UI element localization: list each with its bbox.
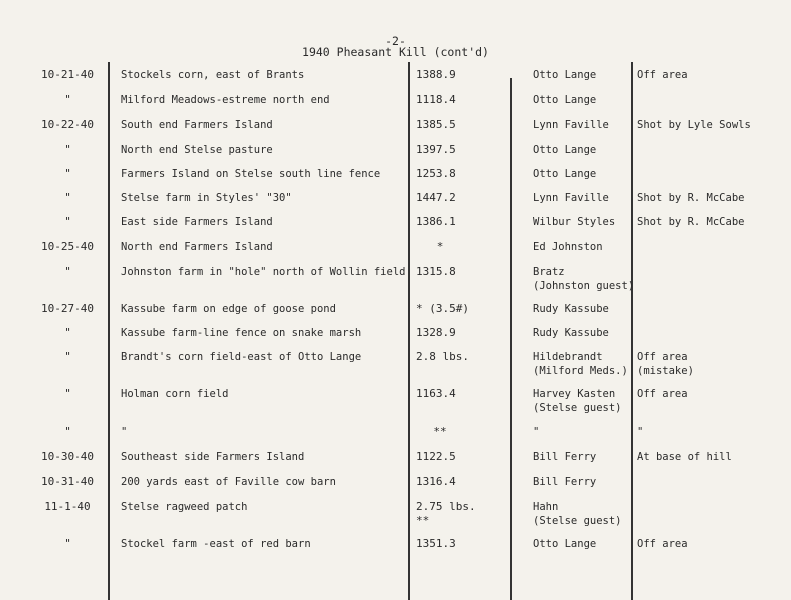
row-date: " [64, 215, 71, 228]
row-notes: Off area (mistake) [637, 351, 694, 377]
row-notes: Shot by Lyle Sowls [637, 119, 751, 131]
row-location: Kassube farm on edge of goose pond [121, 303, 336, 315]
row-date: " [64, 387, 71, 400]
row-shot-by: Lynn Faville [533, 192, 609, 204]
row-date: 10-27-40 [41, 302, 94, 315]
row-date: " [64, 167, 71, 180]
row-weight: 1118.4 [416, 93, 456, 106]
row-shot-by: Otto Lange [533, 69, 597, 81]
page-title: 1940 Pheasant Kill (cont'd) [302, 45, 489, 59]
row-shot-by: " [533, 426, 540, 438]
row-shot-by: Hahn (Stelse guest) [533, 501, 622, 527]
row-shot-by: Otto Lange [533, 144, 597, 156]
row-date: 10-21-40 [41, 68, 94, 81]
row-shot-by: Ed Johnston [533, 241, 603, 253]
row-location: " [121, 426, 128, 438]
row-location: South end Farmers Island [121, 119, 273, 131]
row-weight: 1388.9 [416, 68, 456, 81]
row-shot-by: Rudy Kassube [533, 327, 609, 339]
row-weight: 1316.4 [416, 475, 456, 488]
row-location: Stelse farm in Styles' "30" [121, 192, 292, 204]
row-shot-by: Lynn Faville [533, 119, 609, 131]
row-date: " [64, 350, 71, 363]
row-location: Holman corn field [121, 388, 229, 400]
row-weight: ** [433, 425, 447, 438]
row-notes: Off area [637, 69, 688, 81]
row-weight: 1328.9 [416, 326, 456, 339]
row-weight: 1397.5 [416, 143, 456, 156]
row-weight: * [436, 240, 444, 253]
row-shot-by: Wilbur Styles [533, 216, 616, 228]
row-notes: Off area [637, 388, 688, 400]
row-date: " [64, 425, 71, 438]
row-location: Southeast side Farmers Island [121, 451, 305, 463]
row-shot-by: Otto Lange [533, 168, 597, 180]
row-location: Stockel farm -east of red barn [121, 538, 311, 550]
row-shot-by: Otto Lange [533, 94, 597, 106]
row-date: 11-1-40 [44, 500, 91, 513]
row-weight: 2.8 lbs. [416, 350, 469, 363]
row-shot-by: Harvey Kasten (Stelse guest) [533, 388, 622, 414]
row-date: " [64, 143, 71, 156]
row-notes: " [637, 426, 644, 438]
row-weight: 1386.1 [416, 215, 456, 228]
row-location: North end Stelse pasture [121, 144, 273, 156]
page-number: -2- [385, 34, 406, 48]
row-weight: 1122.5 [416, 450, 456, 463]
row-weight: 1253.8 [416, 167, 456, 180]
row-date: " [64, 191, 71, 204]
row-location: 200 yards east of Faville cow barn [121, 476, 336, 488]
column-rule-weight [510, 78, 512, 600]
row-notes: Shot by R. McCabe [637, 216, 745, 228]
row-location: Brandt's corn field-east of Otto Lange [121, 351, 362, 363]
row-weight: * (3.5#) [416, 302, 469, 315]
row-date: 10-25-40 [41, 240, 94, 253]
row-weight: 1315.8 [416, 265, 456, 278]
row-location: Stelse ragweed patch [121, 501, 248, 513]
row-shot-by: Hildebrandt (Milford Meds.) [533, 351, 628, 377]
row-location: North end Farmers Island [121, 241, 273, 253]
row-date: 10-22-40 [41, 118, 94, 131]
row-shot-by: Bill Ferry [533, 476, 597, 488]
row-notes: At base of hill [637, 451, 732, 463]
row-location: East side Farmers Island [121, 216, 273, 228]
row-date: " [64, 93, 71, 106]
row-date: 10-31-40 [41, 475, 94, 488]
row-weight: 1385.5 [416, 118, 456, 131]
row-weight: 1447.2 [416, 191, 456, 204]
row-location: Kassube farm-line fence on snake marsh [121, 327, 362, 339]
row-date: " [64, 326, 71, 339]
row-location: Stockels corn, east of Brants [121, 69, 305, 81]
row-date: 10-30-40 [41, 450, 94, 463]
row-weight: 1351.3 [416, 537, 456, 550]
row-weight: 2.75 lbs. ** [416, 500, 476, 527]
row-shot-by: Bill Ferry [533, 451, 597, 463]
column-rule-date [108, 62, 110, 600]
row-date: " [64, 265, 71, 278]
row-notes: Off area [637, 538, 688, 550]
row-location: Farmers Island on Stelse south line fence [121, 168, 381, 180]
row-shot-by: Bratz (Johnston guest) [533, 266, 635, 292]
row-shot-by: Rudy Kassube [533, 303, 609, 315]
row-date: " [64, 537, 71, 550]
row-location: Johnston farm in "hole" north of Wollin field [121, 266, 406, 278]
row-weight: 1163.4 [416, 387, 456, 400]
row-shot-by: Otto Lange [533, 538, 597, 550]
row-location: Milford Meadows-estreme north end [121, 94, 330, 106]
row-notes: Shot by R. McCabe [637, 192, 745, 204]
